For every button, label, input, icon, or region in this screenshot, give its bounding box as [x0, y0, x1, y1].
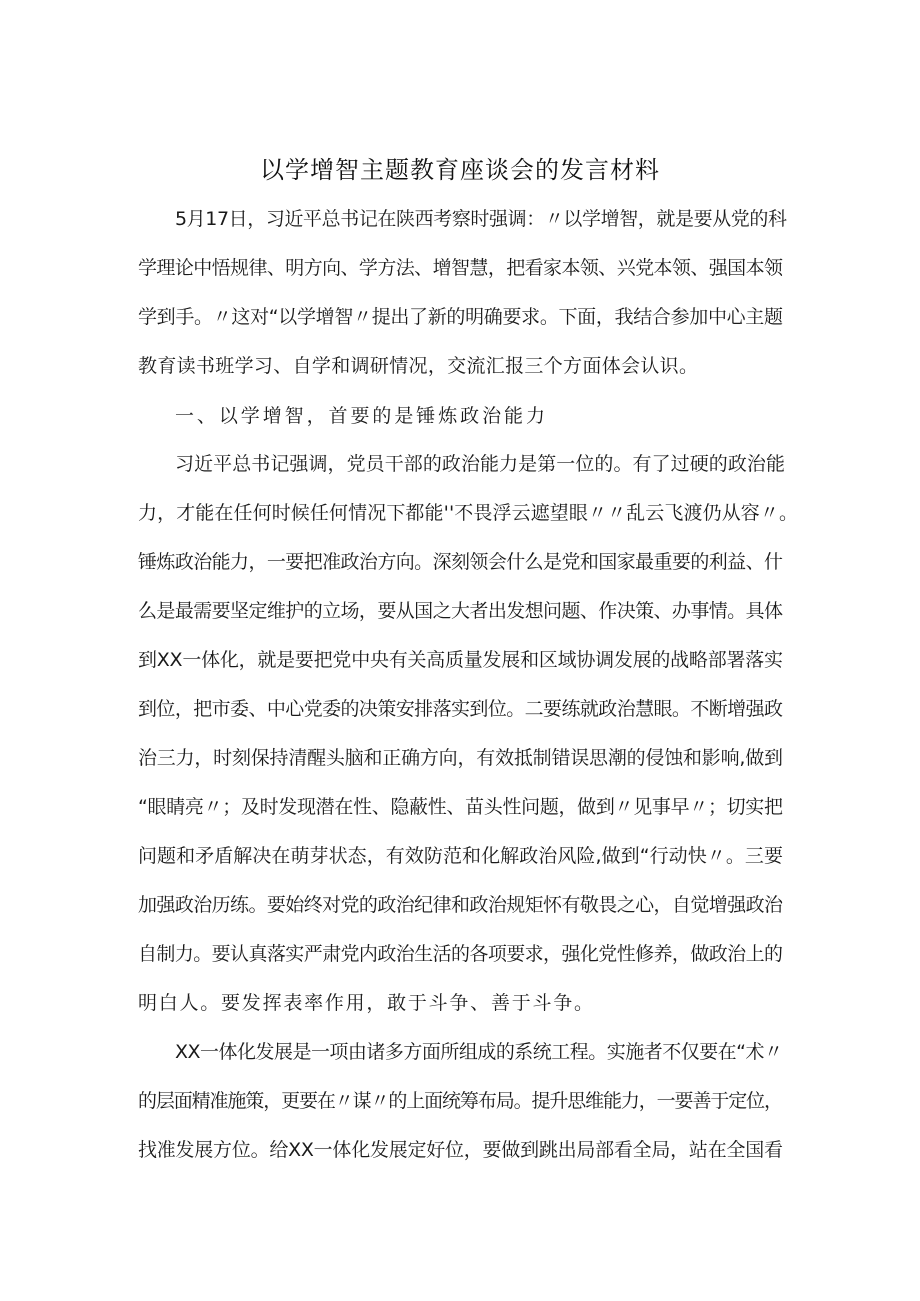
- paragraph-line: 么是最需要坚定维护的立场，要从国之大者出发想问题、作决策、办事情。具体: [138, 600, 783, 622]
- paragraph-line: 习近平总书记强调，党员干部的政治能力是第一位的。有了过硬的政治能: [175, 453, 786, 475]
- paragraph-line: 教育读书班学习、自学和调研情况，交流汇报三个方面体会认识。: [138, 355, 699, 377]
- paragraph-line: 学理论中悟规律、明方向、学方法、增智慧，把看家本领、兴党本领、强国本领: [138, 257, 783, 279]
- paragraph-line: 治三力，时刻保持清醒头脑和正确方向，有效抵制错误思潮的侵蚀和影响,做到: [138, 747, 783, 769]
- paragraph-line: 的层面精准施策，更要在〃谋〃的上面统筹布局。提升思维能力，一要善于定位，: [138, 1090, 782, 1112]
- document-title: 以学增智主题教育座谈会的发言材料: [260, 156, 660, 184]
- paragraph-line: 到XX一体化，就是要把党中央有关高质量发展和区域协调发展的战略部署落实: [138, 649, 783, 671]
- paragraph-line: “眼睛亮〃；及时发现潜在性、隐蔽性、苗头性问题，做到〃见事早〃；切实把: [138, 796, 783, 818]
- paragraph-line: 锤炼政治能力，一要把准政治方向。深刻领会什么是党和国家最重要的利益、什: [138, 551, 783, 573]
- paragraph-line: 找准发展方位。给XX一体化发展定好位，要做到跳出局部看全局，站在全国看: [138, 1139, 783, 1161]
- paragraph-line: 力，才能在任何时候任何情况下都能''不畏浮云遮望眼〃〃乱云飞渡仍从容〃。: [138, 502, 799, 524]
- paragraph-line: 问题和矛盾解决在萌芽状态，有效防范和化解政治风险,做到“行动快〃。三要: [138, 845, 784, 867]
- paragraph-line: 明白人。要发挥表率作用，敢于斗争、善于斗争。: [138, 992, 595, 1014]
- paragraph-line: XX一体化发展是一项由诸多方面所组成的系统工程。实施者不仅要在“术〃: [175, 1041, 783, 1063]
- paragraph-line: 自制力。要认真落实严肃党内政治生活的各项要求，强化党性修养，做政治上的: [138, 943, 783, 965]
- paragraph-line: 5月17日，习近平总书记在陕西考察时强调：〃以学增智，就是要从党的科: [175, 208, 787, 230]
- paragraph-line: 学到手。〃这对“以学增智〃提出了新的明确要求。下面，我结合参加中心主题: [138, 306, 783, 328]
- section-heading: 一、以学增智，首要的是锤炼政治能力: [175, 405, 548, 427]
- paragraph-line: 到位，把市委、中心党委的决策安排落实到位。二要练就政治慧眼。不断增强政: [138, 698, 783, 720]
- paragraph-line: 加强政治历练。要始终对党的政治纪律和政治规矩怀有敬畏之心，自觉增强政治: [138, 894, 783, 916]
